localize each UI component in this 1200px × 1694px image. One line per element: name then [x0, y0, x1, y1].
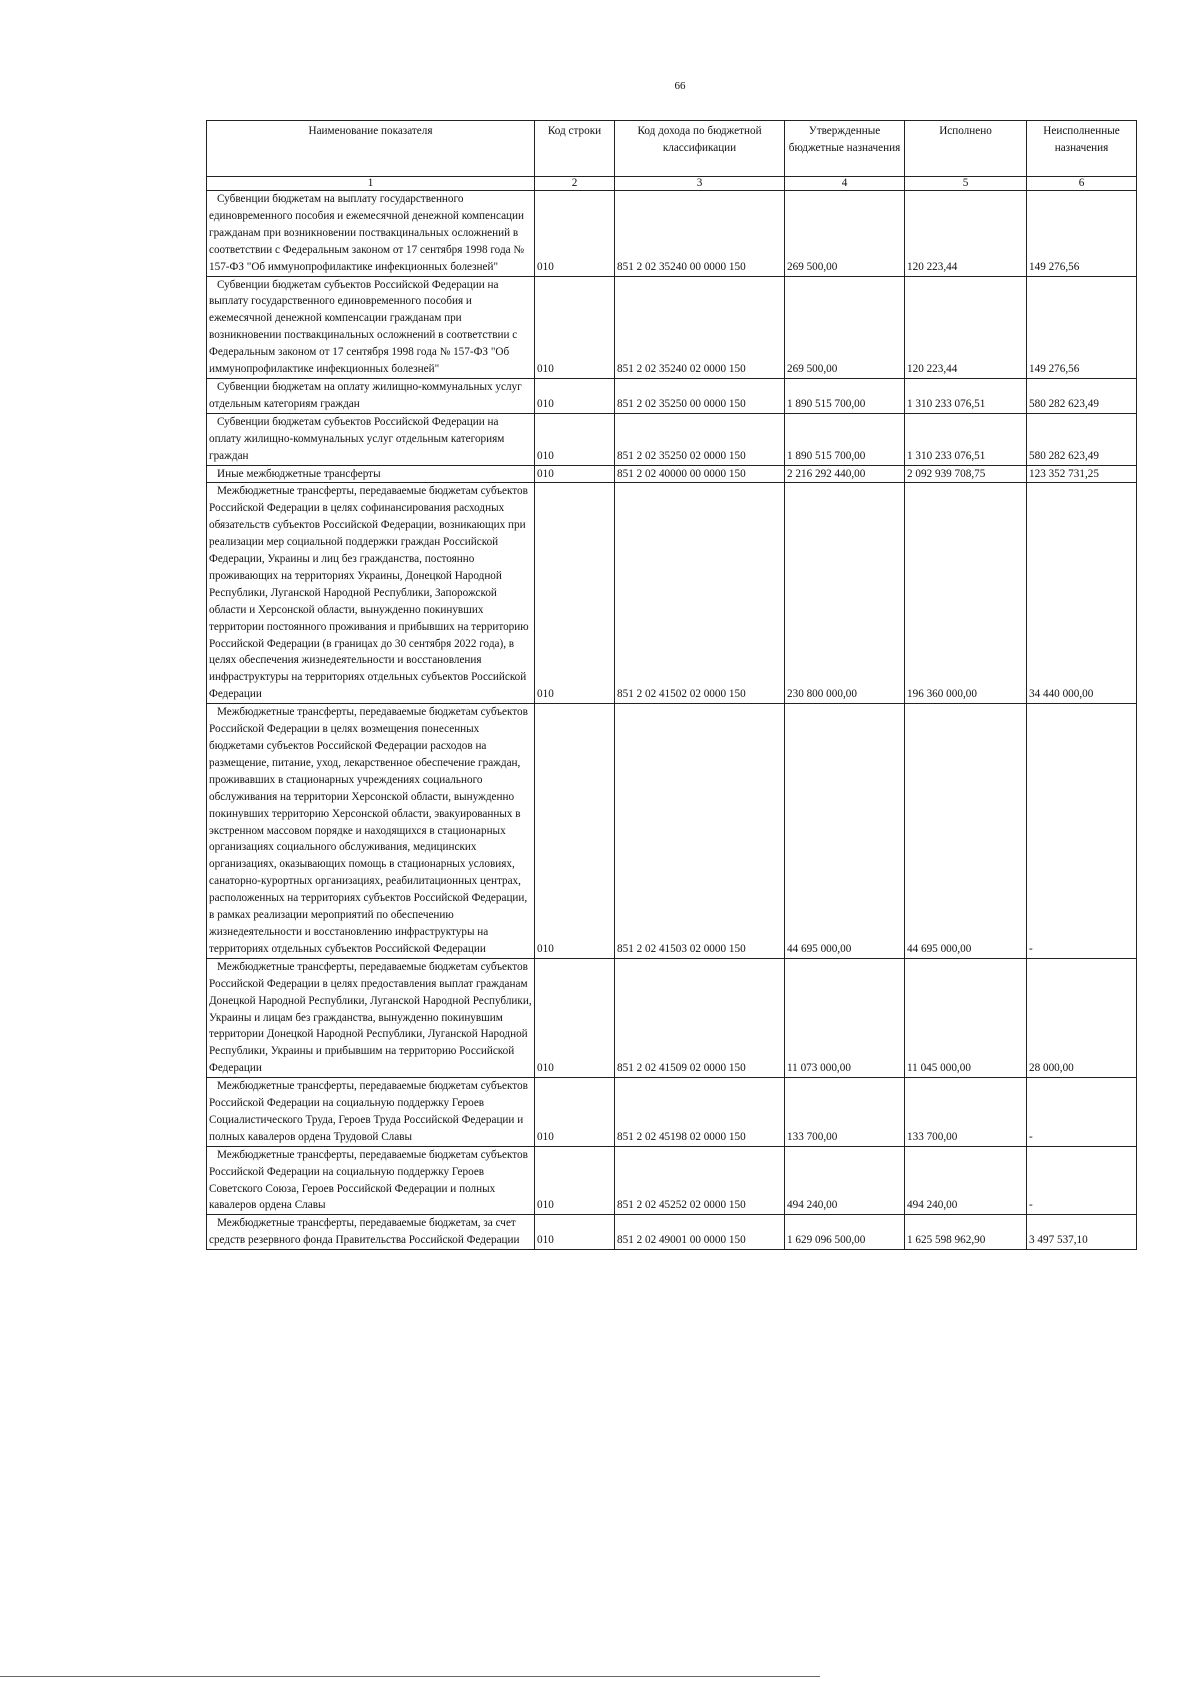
cell-executed: 11 045 000,00	[905, 958, 1027, 1077]
cell-executed: 494 240,00	[905, 1146, 1027, 1215]
cell-approved: 44 695 000,00	[785, 704, 905, 959]
cell-indicator-name	[207, 1146, 535, 1215]
cell-unexecuted: -	[1027, 1146, 1137, 1215]
column-number: 4	[785, 177, 905, 191]
cell-line-code: 010	[535, 958, 615, 1077]
cell-approved: 269 500,00	[785, 191, 905, 277]
cell-approved: 1 890 515 700,00	[785, 413, 905, 465]
indicator-name-text: Субвенции бюджетам субъектов Российской Федерации на оплату жилищно-коммунальных услуг отдельным категориям граждан	[209, 415, 505, 462]
cell-executed: 1 625 598 962,90	[905, 1215, 1027, 1250]
cell-indicator-name	[207, 378, 535, 413]
cell-income-code: 851 2 02 35240 02 0000 150	[615, 276, 785, 378]
indicator-name-text: Межбюджетные трансферты, передаваемые бюджетам субъектов Российской Федерации в целях софинансирования расходных обязательств субъектов Российской Федерации, возникающих при реализации мер социальной поддержки граждан Российской Федерации, Украины и лиц без гражданства, постоянно проживающих на территориях Украины, Донецкой Народной Республики, Луганской Народной Республики, Запорожской области и Херсонской области, вынужденно покинувших территории постоянного проживания и прибывших на территорию Российской Федерации (в границах до 30 сентября 2022 года), в целях обеспечения жизнедеятельности и восстановления инфраструктуры на территориях отдельных субъектов Российской Федерации	[209, 485, 529, 701]
cell-line-code: 010	[535, 1078, 615, 1147]
cell-unexecuted: 580 282 623,49	[1027, 378, 1137, 413]
cell-approved: 494 240,00	[785, 1146, 905, 1215]
table-row	[207, 483, 1137, 704]
cell-executed: 2 092 939 708,75	[905, 465, 1027, 483]
cell-approved: 230 800 000,00	[785, 483, 905, 704]
budget-execution-table	[206, 120, 1137, 1250]
indicator-name-text: Иные межбюджетные трансферты	[217, 467, 381, 480]
cell-unexecuted: 34 440 000,00	[1027, 483, 1137, 704]
indicator-name-text: Межбюджетные трансферты, передаваемые бюджетам субъектов Российской Федерации в целях возмещения понесенных бюджетами субъектов Российской Федерации расходов на размещение, питание, уход, лекарственное обеспечение граждан, проживавших в стационарных учреждениях социального обслуживания на территории Херсонской области, вынужденно покинувших территорию Херсонской области, эвакуированных в экстренном массовом порядке и находящихся в стационарных организациях социального обслуживания, медицинских организациях, оказывающих помощь в стационарных условиях, санаторно-курортных организациях, реабилитационных центрах, расположенных на территориях субъектов Российской Федерации, в рамках реализации мероприятий по обеспечению жизнедеятельности и восстановлению инфраструктуры на территориях отдельных субъектов Российской Федерации	[209, 706, 528, 955]
cell-approved: 1 629 096 500,00	[785, 1215, 905, 1250]
table-row	[207, 378, 1137, 413]
cell-indicator-name	[207, 465, 535, 483]
cell-approved: 2 216 292 440,00	[785, 465, 905, 483]
cell-indicator-name	[207, 1078, 535, 1147]
cell-approved: 1 890 515 700,00	[785, 378, 905, 413]
cell-unexecuted: 149 276,56	[1027, 276, 1137, 378]
table-row	[207, 191, 1137, 277]
cell-unexecuted: 3 497 537,10	[1027, 1215, 1137, 1250]
cell-approved: 133 700,00	[785, 1078, 905, 1147]
cell-income-code: 851 2 02 35250 00 0000 150	[615, 378, 785, 413]
table-row	[207, 1146, 1137, 1215]
column-number: 3	[615, 177, 785, 191]
header-line-code: Код строки	[535, 121, 615, 177]
table-row	[207, 958, 1137, 1077]
cell-unexecuted: 580 282 623,49	[1027, 413, 1137, 465]
cell-executed: 120 223,44	[905, 191, 1027, 277]
header-unexecuted: Неисполненные назначения	[1027, 121, 1137, 177]
cell-executed: 133 700,00	[905, 1078, 1027, 1147]
indicator-name-text: Межбюджетные трансферты, передаваемые бюджетам субъектов Российской Федерации на социальную поддержку Героев Социалистического Труда, Героев Труда Российской Федерации и полных кавалеров ордена Трудовой Славы	[209, 1080, 528, 1143]
column-number: 5	[905, 177, 1027, 191]
cell-line-code: 010	[535, 191, 615, 277]
scan-edge-line	[0, 1676, 820, 1677]
indicator-name-text: Субвенции бюджетам субъектов Российской Федерации на выплату государственного единовременного пособия и ежемесячной денежной компенсации гражданам при возникновении поствакцинальных осложнений в соответствии с Федеральным законом от 17 сентября 1998 года № 157-ФЗ "Об иммунопрофилактике инфекционных болезней"	[209, 278, 518, 376]
column-number: 1	[207, 177, 535, 191]
column-number: 6	[1027, 177, 1137, 191]
table-row	[207, 704, 1137, 959]
cell-income-code: 851 2 02 49001 00 0000 150	[615, 1215, 785, 1250]
cell-executed: 44 695 000,00	[905, 704, 1027, 959]
header-approved: Утвержденные бюджетные назначения	[785, 121, 905, 177]
cell-executed: 1 310 233 076,51	[905, 413, 1027, 465]
indicator-name-text: Межбюджетные трансферты, передаваемые бюджетам субъектов Российской Федерации в целях предоставления выплат гражданам Донецкой Народной Республики, Луганской Народной Республики, Украины и лицам без гражданства, вынужденно покинувшим территории Донецкой Народной Республики, Луганской Народной Республики, Украины и прибывшим на территорию Российской Федерации	[209, 960, 532, 1075]
cell-income-code: 851 2 02 41503 02 0000 150	[615, 704, 785, 959]
cell-line-code: 010	[535, 1215, 615, 1250]
cell-line-code: 010	[535, 378, 615, 413]
cell-indicator-name	[207, 276, 535, 378]
table-row	[207, 276, 1137, 378]
cell-line-code: 010	[535, 465, 615, 483]
cell-indicator-name	[207, 958, 535, 1077]
cell-income-code: 851 2 02 41509 02 0000 150	[615, 958, 785, 1077]
header-executed: Исполнено	[905, 121, 1027, 177]
table-header-row	[207, 121, 1137, 177]
cell-line-code: 010	[535, 413, 615, 465]
cell-income-code: 851 2 02 35250 02 0000 150	[615, 413, 785, 465]
table-row	[207, 413, 1137, 465]
cell-line-code: 010	[535, 1146, 615, 1215]
cell-approved: 11 073 000,00	[785, 958, 905, 1077]
cell-indicator-name	[207, 413, 535, 465]
cell-indicator-name	[207, 483, 535, 704]
cell-executed: 120 223,44	[905, 276, 1027, 378]
column-number: 2	[535, 177, 615, 191]
cell-unexecuted: 28 000,00	[1027, 958, 1137, 1077]
table-row	[207, 465, 1137, 483]
cell-indicator-name	[207, 704, 535, 959]
cell-approved: 269 500,00	[785, 276, 905, 378]
cell-unexecuted: -	[1027, 1078, 1137, 1147]
indicator-name-text: Субвенции бюджетам на выплату государственного единовременного пособия и ежемесячной денежной компенсации гражданам при возникновении поствакцинальных осложнений в соответствии с Федеральным законом от 17 сентября 1998 года № 157-ФЗ "Об иммунопрофилактике инфекционных болезней"	[209, 193, 525, 273]
column-number-row	[207, 177, 1137, 191]
cell-income-code: 851 2 02 40000 00 0000 150	[615, 465, 785, 483]
cell-income-code: 851 2 02 41502 02 0000 150	[615, 483, 785, 704]
page-number: 66	[674, 80, 686, 92]
cell-indicator-name	[207, 191, 535, 277]
cell-line-code: 010	[535, 483, 615, 704]
cell-unexecuted: 123 352 731,25	[1027, 465, 1137, 483]
cell-indicator-name	[207, 1215, 535, 1250]
cell-income-code: 851 2 02 45198 02 0000 150	[615, 1078, 785, 1147]
cell-executed: 196 360 000,00	[905, 483, 1027, 704]
header-income-code: Код дохода по бюджетной классификации	[615, 121, 785, 177]
cell-executed: 1 310 233 076,51	[905, 378, 1027, 413]
cell-line-code: 010	[535, 276, 615, 378]
table-row	[207, 1215, 1137, 1250]
indicator-name-text: Субвенции бюджетам на оплату жилищно-коммунальных услуг отдельным категориям граждан	[209, 380, 522, 410]
header-indicator-name: Наименование показателя	[207, 121, 535, 177]
table-row	[207, 1078, 1137, 1147]
table-body	[207, 191, 1137, 1250]
cell-line-code: 010	[535, 704, 615, 959]
cell-unexecuted: -	[1027, 704, 1137, 959]
cell-income-code: 851 2 02 35240 00 0000 150	[615, 191, 785, 277]
indicator-name-text: Межбюджетные трансферты, передаваемые бюджетам, за счет средств резервного фонда Правительства Российской Федерации	[209, 1217, 520, 1247]
indicator-name-text: Межбюджетные трансферты, передаваемые бюджетам субъектов Российской Федерации на социальную поддержку Героев Советского Союза, Героев Российской Федерации и полных кавалеров ордена Славы	[209, 1148, 528, 1212]
cell-unexecuted: 149 276,56	[1027, 191, 1137, 277]
cell-income-code: 851 2 02 45252 02 0000 150	[615, 1146, 785, 1215]
